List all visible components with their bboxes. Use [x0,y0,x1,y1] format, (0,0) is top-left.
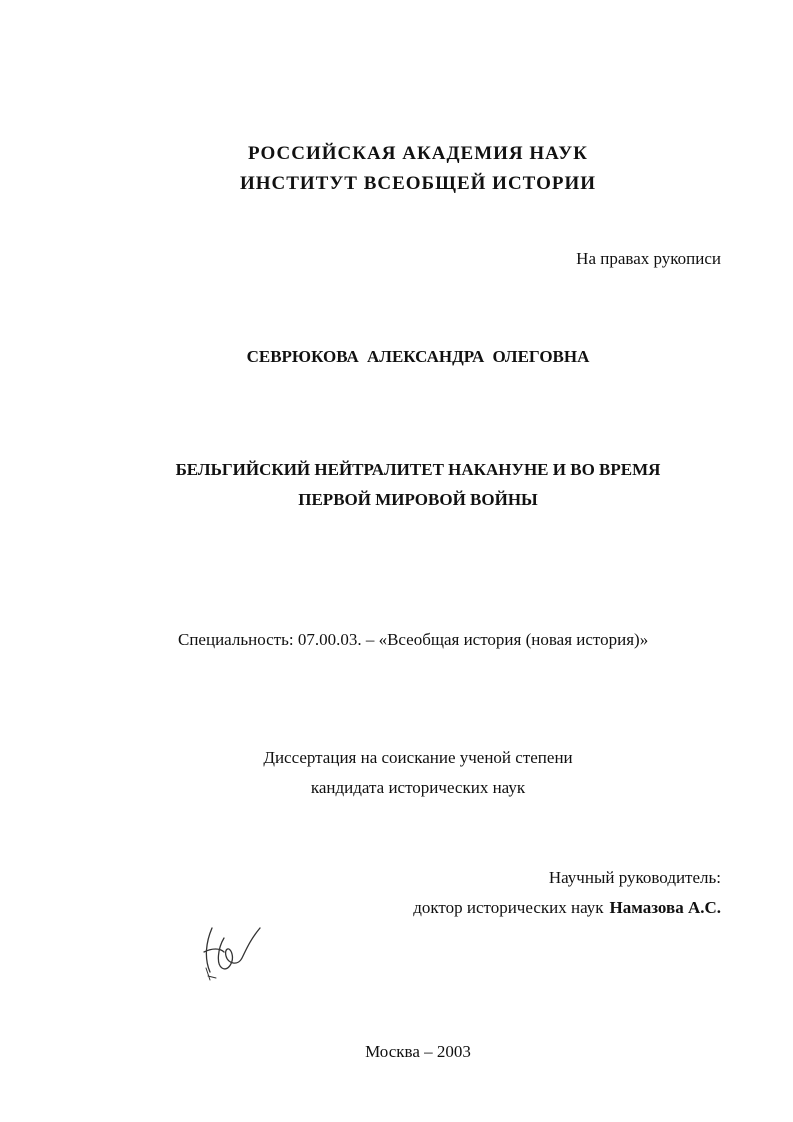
author-name: СЕВРЮКОВА АЛЕКСАНДРА ОЛЕГОВНА [246,347,590,366]
advisor-label: Научный руководитель: [548,868,721,887]
academy-name: РОССИЙСКАЯ АКАДЕМИЯ НАУК [248,143,588,164]
thesis-title-line-1: БЕЛЬГИЙСКИЙ НЕЙТРАЛИТЕТ НАКАНУНЕ И ВО ВРЕМЯ [175,460,661,479]
institute-name: ИНСТИТУТ ВСЕОБЩЕЙ ИСТОРИИ [239,173,597,194]
rights-note: На правах рукописи [576,249,721,268]
advisor-degree: доктор исторических наук [413,898,604,917]
dissertation-line-2: кандидата исторических наук [310,778,526,797]
advisor-name: Намазова А.С. [609,898,721,917]
advisor-row [413,899,721,916]
signature-mark [198,918,266,982]
thesis-title-line-2: ПЕРВОЙ МИРОВОЙ ВОЙНЫ [298,490,538,509]
city-year: Москва – 2003 [365,1042,471,1061]
dissertation-line-1: Диссертация на соискание ученой степени [263,748,573,767]
specialty-line: Специальность: 07.00.03. – «Всеобщая история (новая история)» [178,630,649,649]
